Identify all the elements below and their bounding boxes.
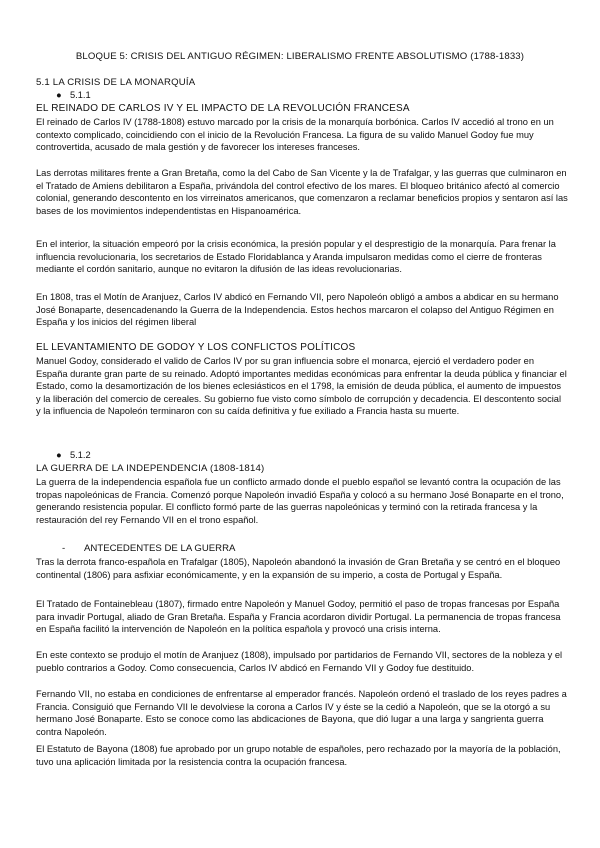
paragraph-text: Manuel Godoy, considerado el valido de Carlos IV por su gran influencia sobre el monarca, ejerció el verdadero poder en España durante gran parte de su reinado. Adoptó importantes medidas económicas para enfrentar la deuda pública y financiar el Estado, como la desamortización de los bienes eclesiásticos en el 1798, la emisión de deuda pública, el aumento de impuestos y la liberación del comercio de cereales. Su gobierno fue visto como símbolo de corrupción y decadencia. El descontento social y la influencia de Napoleón terminaron con su caída definitiva y fue exiliado a Francia hasta su muerte.: [36, 356, 567, 417]
paragraph-text: Fernando VII, no estaba en condiciones de enfrentarse al emperador francés. Napoleón ordenó el traslado de los reyes padres a Francia. Consiguió que Fernando VII le devolviese la corona a Carlos IV y éste se la cedió a Napoleón, que se la otorgó a su hermano José Bonaparte. Esto se conoce como las abdicaciones de Bayona, que dió lugar a una larga y sangrienta guerra contra Napoleón.: [36, 689, 567, 737]
paragraph-fontainebleau: [36, 598, 568, 636]
bullet-icon: ●: [56, 90, 62, 100]
paragraph-godoy: [36, 355, 568, 418]
paragraph-text: En este contexto se produjo el motín de Aranjuez (1808), impulsado por partidarios de Fernando VII, sectores de la nobleza y el pueblo contrarios a Godoy. Como consecuencia, Carlos IV abdicó en Fernando VII y Godoy fue destituido.: [36, 650, 563, 673]
bullet-icon: ●: [56, 450, 62, 460]
paragraph-text: La guerra de la independencia española fue un conflicto armado donde el pueblo español se levantó contra la ocupación de las tropas napoleónicas de Francia. Comenzó porque Napoleón invadió España y colocó a su hermano José Bonaparte en el trono, generando resistencia popular. El conflicto formó parte de las guerras napoleónicas y terminó con la retirada francesa y la restauración del rey Fernando VII en el trono español.: [36, 477, 564, 525]
paragraph-derrotas: [36, 167, 568, 217]
bullet-number: 5.1.1: [70, 90, 91, 100]
paragraph-reinado: [36, 116, 568, 154]
paragraph-text: Tras la derrota franco-española en Trafalgar (1805), Napoleón abandonó la invasión de Gran Bretaña y se centró en el bloqueo continental (1806) para asfixiar económicamente, y en la expansión de su imperio, a costa de Portugal y España.: [36, 557, 561, 580]
heading-guerra: LA GUERRA DE LA INDEPENDENCIA (1808-1814): [36, 463, 265, 474]
paragraph-interior: [36, 238, 568, 276]
paragraph-aranjuez: [36, 649, 568, 674]
paragraph-guerra: [36, 476, 568, 526]
paragraph-bayona: [36, 688, 568, 738]
paragraph-text: El reinado de Carlos IV (1788-1808) estuvo marcado por la crisis de la monarquía borbónica. Carlos IV accedió al trono en un contexto complicado, coincidiendo con el inicio de la Revolución Francesa. La figura de su valido Manuel Godoy fue muy controvertida, acusado de mala gestión y de favorecer los intereses franceses.: [36, 117, 554, 153]
heading-antecedentes: ANTECEDENTES DE LA GUERRA: [84, 543, 236, 554]
paragraph-text: El Tratado de Fontainebleau (1807), firmado entre Napoleón y Manuel Godoy, permitió el paso de tropas francesas por España para invadir Portugal, aliado de Gran Bretaña. España y Francia acordaron dividir Portugal. La permanencia de tropas francesa en España facilitó la intervención de Napoleón en la política española y provocó una crisis interna.: [36, 599, 561, 635]
document-title: BLOQUE 5: CRISIS DEL ANTIGUO RÉGIMEN: LIBERALISMO FRENTE ABSOLUTISMO (1788-1833): [75, 51, 525, 62]
paragraph-text: Las derrotas militares frente a Gran Bretaña, como la del Cabo de San Vicente y la de Trafalgar, y las guerras que culminaron en el Tratado de Amiens debilitaron a España, privándola del control efectivo de los mares. El bloqueo británico afectó al comercio colonial, generando descontento en los virreinatos americanos, que comenzaron a reclamar beneficios propios y sentaron así las bases de los movimientos independentistas en Hispanoamérica.: [36, 168, 568, 216]
section-heading: 5.1 LA CRISIS DE LA MONARQUÍA: [36, 77, 196, 88]
paragraph-estatuto: [36, 743, 568, 768]
paragraph-text: En el interior, la situación empeoró por la crisis económica, la presión popular y el desprestigio de la monarquía. Para frenar la influencia revolucionaria, los secretarios de Estado Floridablanca y Aranda impulsaron medidas como el cierre de fronteras mediante el cordón sanitario, aunque no evitaron la difusión de las ideas revolucionarias.: [36, 239, 556, 275]
paragraph-trafalgar: [36, 556, 568, 581]
dash-marker: -: [62, 543, 66, 554]
paragraph-1808: [36, 291, 568, 329]
paragraph-text: En 1808, tras el Motín de Aranjuez, Carlos IV abdicó en Fernando VII, pero Napoleón obligó a ambos a abdicar en su hermano José Bonaparte, desencadenando la Guerra de la Independencia. Estos hechos marcaron el colapso del Antiguo Régimen en España y los inicios del régimen liberal: [36, 292, 559, 328]
heading-godoy: EL LEVANTAMIENTO DE GODOY Y LOS CONFLICTOS POLÍTICOS: [36, 342, 356, 353]
bullet-number: 5.1.2: [70, 450, 91, 460]
heading-reinado: EL REINADO DE CARLOS IV Y EL IMPACTO DE LA REVOLUCIÓN FRANCESA: [36, 103, 410, 114]
paragraph-text: El Estatuto de Bayona (1808) fue aprobado por un grupo notable de españoles, pero rechazado por la mayoría de la población, tuvo una aplicación limitada por la resistencia contra la ocupación francesa.: [36, 744, 561, 767]
